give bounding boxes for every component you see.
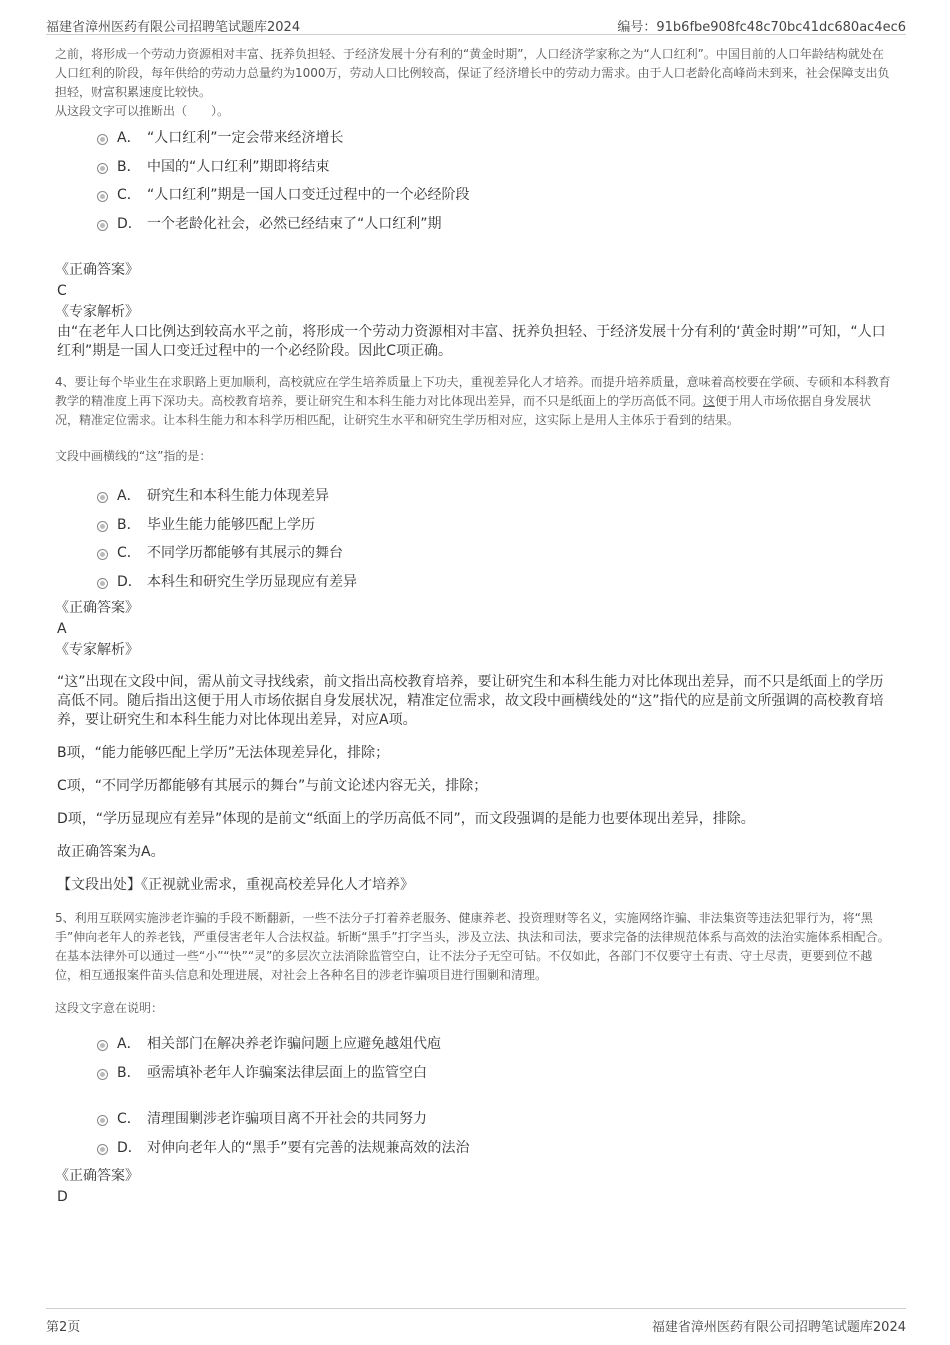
radio-icon[interactable] (97, 1144, 108, 1155)
q4-option-a[interactable] (97, 482, 895, 511)
footer-page-number: 第2页 (46, 1320, 81, 1335)
option-letter: D． (117, 215, 142, 232)
q5-stem: 这段文字意在说明： (55, 1001, 164, 1015)
option-text: 不同学历都能够有其展示的舞台 (147, 545, 343, 561)
option-letter: B． (117, 516, 141, 533)
q4-answer: A (57, 621, 67, 637)
q4-analysis-label: 《专家解析》 (55, 642, 139, 658)
header-doc-id: 编号：91b6fbe908fc48c70bc41dc680ac4ec6 (617, 20, 906, 35)
q5-answer: D (57, 1189, 68, 1205)
page-header (46, 14, 906, 35)
q5-option-c[interactable] (97, 1105, 895, 1134)
q3-passage: 之前，将形成一个劳动力资源相对丰富、抚养负担轻、于经济发展十分有利的“黄金时期”，人口经济学家称之为“人口红利”。中国目前的人口年龄结构就处在人口红利的阶段，每年供给的劳动力总量约为1000万，劳动人口比例较高，保证了经济增长中的劳动力需求。由于人口老龄化高峰尚未到来，社会保障支出负担轻，财富积累速度比较快。 (55, 47, 890, 99)
radio-icon[interactable] (97, 220, 108, 231)
option-text: 毕业生能力能够匹配上学历 (147, 516, 315, 533)
option-letter: D． (117, 1139, 142, 1156)
q5-option-b[interactable] (97, 1059, 895, 1088)
option-text: 相关部门在解决养老诈骗问题上应避免越俎代庖 (147, 1036, 441, 1052)
option-letter: B． (117, 1064, 141, 1081)
q5-answer-label: 《正确答案》 (55, 1168, 139, 1184)
footer-title: 福建省漳州医药有限公司招聘笔试题库2024 (651, 1320, 906, 1335)
q4-analysis-4: D项，“学历显现应有差异”体现的是前文“纸面上的学历高低不同”，而文段强调的是能力也要体现出差异，排除。 (57, 811, 755, 827)
option-text: 亟需填补老年人诈骗案法律层面上的监管空白 (147, 1064, 427, 1081)
q4-source: 【文段出处】《正视就业需求，重视高校差异化人才培养》 (57, 877, 414, 893)
page-footer (46, 1308, 906, 1335)
option-text: “人口红利”一定会带来经济增长 (147, 130, 344, 146)
q3-analysis-label: 《专家解析》 (55, 304, 139, 320)
option-letter: A． (117, 1036, 141, 1052)
q4-underlined-word: 这 (703, 394, 716, 408)
q3-option-b[interactable] (97, 153, 895, 182)
option-text: 本科生和研究生学历显现应有差异 (147, 573, 357, 590)
option-letter: A． (117, 130, 141, 146)
q4-passage (55, 373, 895, 430)
header-title: 福建省漳州医药有限公司招聘笔试题库2024 (46, 20, 301, 35)
option-letter: C． (117, 545, 141, 561)
q4-analysis-2: B项，“能力能够匹配上学历”无法体现差异化，排除； (57, 745, 390, 761)
radio-icon[interactable] (97, 163, 108, 174)
option-text: 清理围剿涉老诈骗项目离不开社会的共同努力 (147, 1111, 427, 1127)
option-letter: A． (117, 488, 141, 504)
radio-icon[interactable] (97, 1040, 108, 1051)
radio-icon[interactable] (97, 492, 108, 503)
q4-option-c[interactable] (97, 539, 895, 568)
option-text: 对伸向老年人的“黑手”要有完善的法规兼高效的法治 (147, 1139, 470, 1156)
radio-icon[interactable] (97, 191, 108, 202)
q4-passage-before: 4、要让每个毕业生在求职路上更加顺利，高校就应在学生培养质量上下功夫，重视差异化人才培养。而提升培养质量，意味着高校要在学硕、专硕和本科教育教学的精准度上再下深功夫。高校教育培养，要让研究生和本科生能力对比体现出差异，而不只是纸面上的学历高低不同。 (55, 375, 891, 408)
q3-option-a[interactable] (97, 124, 895, 153)
q3-stem: 从这段文字可以推断出（ ）。 (55, 104, 230, 118)
q3-answer-label: 《正确答案》 (55, 262, 139, 278)
radio-icon[interactable] (97, 549, 108, 560)
radio-icon[interactable] (97, 521, 108, 532)
q4-option-d[interactable] (97, 568, 895, 597)
q3-option-d[interactable] (97, 210, 895, 239)
option-letter: B． (117, 158, 141, 175)
q4-answer-label: 《正确答案》 (55, 600, 139, 616)
q4-analysis-1: “这”出现在文段中间，需从前文寻找线索，前文指出高校教育培养，要让研究生和本科生能力对比体现出差异，而不只是纸面上的学历高低不同。随后指出这便于用人市场依据自身发展状况，精准定位需求，故文段中画横线处的“这”指代的应是前文所强调的高校教育培养，要让研究生和本科生能力对比体现出差异，对应A项。 (57, 674, 884, 728)
page-content (55, 45, 895, 1208)
option-letter: C． (117, 187, 141, 203)
q3-analysis: 由“在老年人口比例达到较高水平之前，将形成一个劳动力资源相对丰富、抚养负担轻、于经济发展十分有利的‘黄金时期’”可知，“人口红利”期是一国人口变迁过程中的一个必经阶段。因此C项正确。 (57, 324, 886, 359)
q4-analysis-3: C项，“不同学历都能够有其展示的舞台”与前文论述内容无关，排除； (57, 778, 488, 794)
radio-icon[interactable] (97, 134, 108, 145)
q4-passage-after: 便于用人市场依据自身发展状况，精准定位需求。让本科生能力和本科学历相匹配，让研究生水平和研究生学历相对应，这实际上是用人主体乐于看到的结果。 (55, 394, 872, 427)
q5-option-a[interactable] (97, 1030, 895, 1059)
q4-analysis-5: 故正确答案为A。 (57, 844, 165, 860)
q5-options (55, 1030, 895, 1162)
q4-options (55, 482, 895, 596)
q5-option-d[interactable] (97, 1134, 895, 1163)
radio-icon[interactable] (97, 1069, 108, 1080)
option-text: 研究生和本科生能力体现差异 (147, 488, 329, 504)
q5-passage: 5、利用互联网实施涉老诈骗的手段不断翻新，一些不法分子打着养老服务、健康养老、投资理财等名义，实施网络诈骗、非法集资等违法犯罪行为，将“黑手”伸向老年人的养老钱，严重侵害老年人合法权益。斩断“黑手”打字当头，涉及立法、执法和司法，要求完备的法律规范体系与高效的法治实施体系相配合。在基本法律外可以通过一些“小”“快”“灵”的多层次立法消除监管空白，让不法分子无空可钻。不仅如此，各部门不仅要守土有责、守土尽责，更要到位不越位，相互通报案件苗头信息和处理进展，对社会上各种名目的涉老诈骗项目进行围剿和清理。 (55, 911, 890, 982)
q3-answer: C (57, 283, 67, 299)
radio-icon[interactable] (97, 578, 108, 589)
q3-option-c[interactable] (97, 181, 895, 210)
option-text: “人口红利”期是一国人口变迁过程中的一个必经阶段 (147, 187, 470, 203)
q4-stem: 文段中画横线的“这”指的是： (55, 449, 212, 463)
q3-options (55, 124, 895, 238)
q4-option-b[interactable] (97, 511, 895, 540)
option-text: 中国的“人口红利”期即将结束 (147, 158, 330, 175)
option-letter: C． (117, 1111, 141, 1127)
radio-icon[interactable] (97, 1115, 108, 1126)
option-text: 一个老龄化社会，必然已经结束了“人口红利”期 (147, 215, 442, 232)
option-letter: D． (117, 573, 142, 590)
